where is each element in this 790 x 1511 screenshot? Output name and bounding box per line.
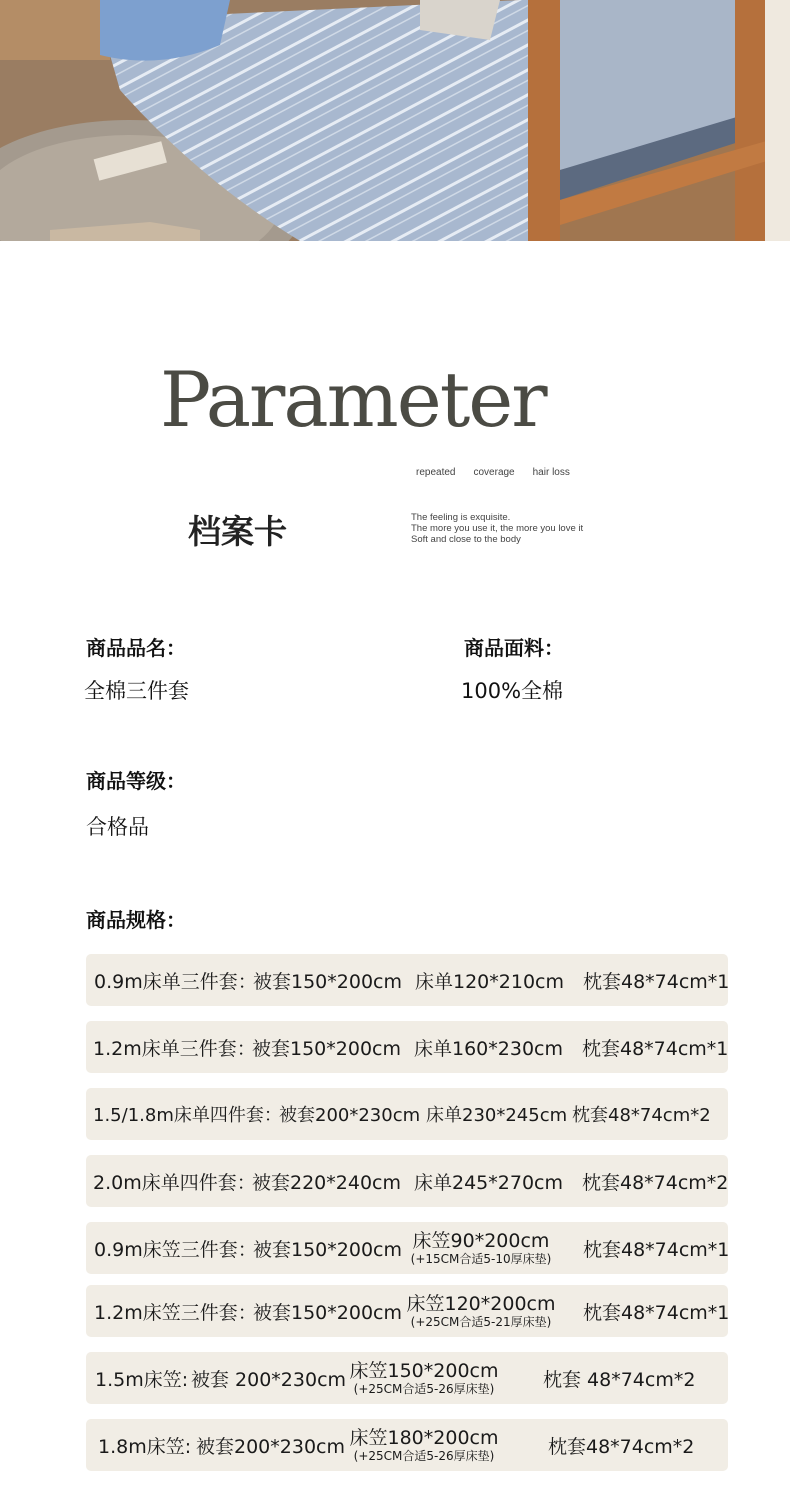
spec-duvet: 被套 200*230cm bbox=[191, 1368, 347, 1391]
spec-duvet: 被套150*200cm bbox=[252, 1037, 401, 1060]
spec-size: 0.9m床笠三件套： bbox=[94, 1238, 257, 1261]
spec-note: (+25CM合适5-21厚床垫) bbox=[410, 1315, 552, 1329]
spec-pillow: 枕套48*74cm*1 bbox=[583, 1238, 730, 1261]
spec-size: 2.0m床单四件套： bbox=[93, 1171, 256, 1194]
spec-sheet: 床笠150*200cm bbox=[349, 1360, 499, 1382]
spec-row bbox=[86, 954, 728, 1006]
spec-note: (+25CM合适5-26厚床垫) bbox=[353, 1382, 495, 1396]
profile-card-heading: 档案卡 bbox=[188, 512, 287, 551]
product-name-label: 商品品名： bbox=[86, 636, 186, 660]
tagline bbox=[411, 512, 583, 545]
product-photo bbox=[0, 0, 790, 241]
spec-size: 1.5m床笠: bbox=[95, 1368, 189, 1391]
spec-pillow: 枕套48*74cm*2 bbox=[572, 1105, 711, 1126]
spec-duvet: 被套200*230cm bbox=[196, 1435, 345, 1458]
spec-sheet: 床笠90*200cm bbox=[412, 1230, 550, 1252]
spec-sheet: 床笠180*200cm bbox=[349, 1427, 499, 1449]
bedroom-photo-illustration bbox=[0, 0, 790, 241]
product-grade-label: 商品等级： bbox=[86, 769, 186, 793]
spec-row bbox=[86, 1021, 728, 1073]
spec-pillow: 枕套48*74cm*2 bbox=[548, 1435, 695, 1458]
spec-pillow: 枕套48*74cm*1 bbox=[583, 970, 730, 993]
spec-row bbox=[86, 1088, 728, 1140]
spec-pillow: 枕套48*74cm*2 bbox=[582, 1171, 729, 1194]
spec-row bbox=[86, 1285, 728, 1337]
spec-note: (+15CM合适5-10厚床垫) bbox=[410, 1252, 552, 1266]
spec-row bbox=[86, 1352, 728, 1404]
spec-pillow: 枕套 48*74cm*2 bbox=[543, 1368, 696, 1391]
spec-duvet: 被套150*200cm bbox=[253, 1301, 402, 1324]
spec-sheet: 床单245*270cm bbox=[414, 1171, 563, 1194]
page-title: Parameter bbox=[160, 355, 546, 444]
spec-pillow: 枕套48*74cm*1 bbox=[582, 1037, 729, 1060]
spec-note: (+25CM合适5-26厚床垫) bbox=[353, 1449, 495, 1463]
product-spec-label: 商品规格： bbox=[86, 908, 186, 932]
tag-hair-loss: hair loss bbox=[532, 467, 570, 478]
spec-sheet-group bbox=[406, 1288, 556, 1334]
tagline-line-1: The feeling is exquisite. bbox=[411, 512, 511, 523]
spec-size: 0.9m床单三件套： bbox=[94, 970, 257, 993]
spec-sheet: 床单120*210cm bbox=[415, 970, 564, 993]
tag-list bbox=[416, 467, 570, 478]
spec-duvet: 被套220*240cm bbox=[252, 1171, 401, 1194]
spec-sheet-group bbox=[349, 1355, 499, 1401]
spec-size: 1.2m床笠三件套： bbox=[94, 1301, 257, 1324]
spec-duvet: 被套150*200cm bbox=[253, 970, 402, 993]
spec-sheet-group bbox=[406, 1225, 556, 1271]
spec-row bbox=[86, 1155, 728, 1207]
product-fabric-label: 商品面料： bbox=[464, 636, 564, 660]
tag-repeated: repeated bbox=[416, 467, 456, 478]
spec-sheet: 床单230*245cm bbox=[426, 1105, 568, 1126]
spec-sheet: 床笠120*200cm bbox=[406, 1293, 556, 1315]
spec-row bbox=[86, 1222, 728, 1274]
spec-duvet: 被套200*230cm bbox=[279, 1105, 421, 1126]
product-fabric-value: 100%全棉 bbox=[461, 679, 564, 703]
spec-size: 1.8m床笠: bbox=[98, 1435, 192, 1458]
spec-sheet-group bbox=[349, 1422, 499, 1468]
product-grade-value: 合格品 bbox=[86, 815, 149, 839]
product-name-value: 全棉三件套 bbox=[84, 679, 189, 703]
spec-duvet: 被套150*200cm bbox=[253, 1238, 402, 1261]
tagline-line-3: Soft and close to the body bbox=[411, 534, 521, 545]
tagline-line-2: The more you use it, the more you love it bbox=[411, 523, 584, 534]
tag-coverage: coverage bbox=[473, 467, 515, 478]
spec-size: 1.2m床单三件套： bbox=[93, 1037, 256, 1060]
spec-row bbox=[86, 1419, 728, 1471]
spec-size: 1.5/1.8m床单四件套： bbox=[93, 1105, 282, 1126]
spec-sheet: 床单160*230cm bbox=[414, 1037, 563, 1060]
spec-pillow: 枕套48*74cm*1 bbox=[583, 1301, 730, 1324]
